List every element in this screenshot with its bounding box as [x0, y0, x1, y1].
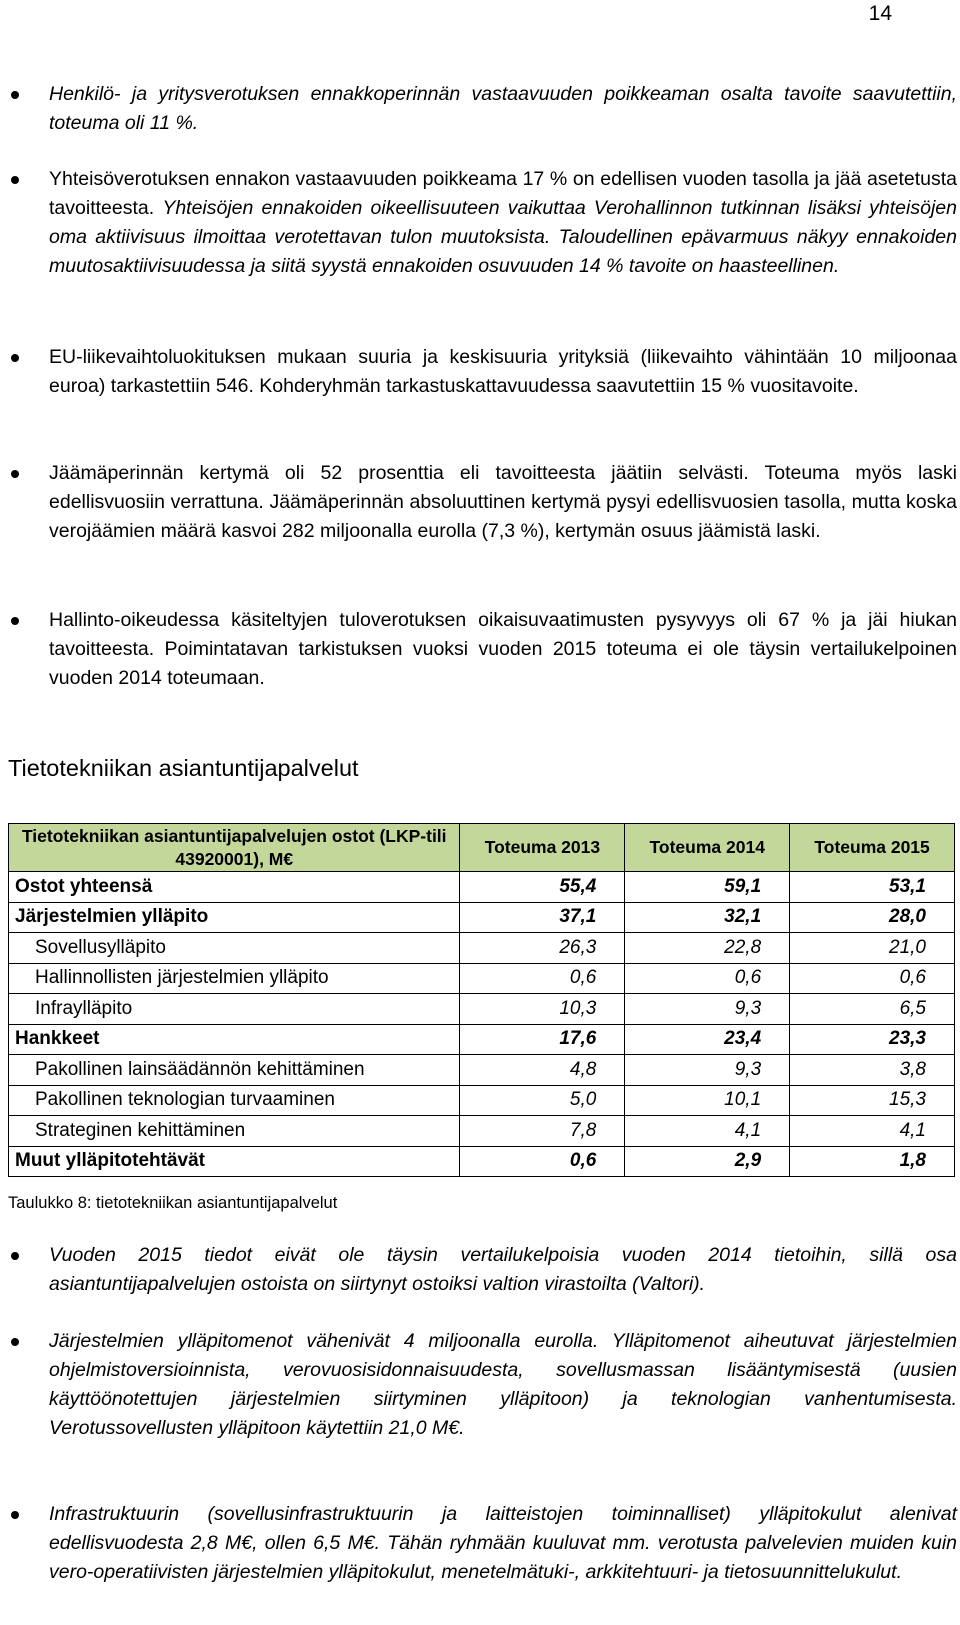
bullet-text-italic: Järjestelmien ylläpitomenot vähenivät 4 miljoonalla eurolla. Ylläpitomenot aiheutuvat järjestelmien ohjelmistoversioinnista, verovuosisidonnaisuudesta, sovellusmassan lisääntymisestä (uusien käyttöönotettujen järjestelmien siirtyminen ylläpitoon) ja teknologian vanhentumisesta. Verotussovellusten ylläpitoon käytettiin 21,0 M€.: [49, 1330, 957, 1439]
bullet-text: [49, 1500, 957, 1587]
bullet-text: [49, 165, 957, 281]
table-row: [9, 963, 955, 994]
cell-2015: 15,3: [790, 1085, 955, 1116]
bullet-icon: [11, 617, 19, 625]
cell-2015: 53,1: [790, 872, 955, 903]
bullet-icon: [11, 1252, 19, 1260]
bullet-icon: [11, 1511, 19, 1519]
cell-2013: 26,3: [460, 933, 625, 964]
cell-2015: 23,3: [790, 1024, 955, 1055]
bullet-icon: [11, 470, 19, 478]
cell-2013: 55,4: [460, 872, 625, 903]
table-row: [9, 902, 955, 933]
bullet-text-normal: Jäämäperinnän kertymä oli 52 prosenttia eli tavoitteesta jäätiin selvästi. Toteuma myös laski edellisvuosiin verrattuna. Jäämäperinnän absoluuttinen kertymä pysyi edellisvuosien tasolla, mutta koska verojäämien määrä kasvoi 282 miljoonalla eurolla (7,3 %), kertymän osuus jäämistä laski.: [49, 462, 957, 542]
table-row: [9, 994, 955, 1025]
bullet-text-normal: Yhteisöverotuksen ennakon vastaavuuden poikkeama 17 % on edellisen vuoden tasolla ja jää asetetusta tavoitteesta.: [49, 168, 957, 219]
table-caption: Taulukko 8: tietotekniikan asiantuntijapalvelut: [8, 1194, 338, 1212]
cell-2015: 0,6: [790, 963, 955, 994]
row-label: Ostot yhteensä: [9, 872, 460, 903]
row-label: Muut ylläpitotehtävät: [9, 1146, 460, 1177]
bullet-text-normal: EU-liikevaihtoluokituksen mukaan suuria ja keskisuuria yrityksiä (liikevaihto vähintään 10 miljoonaa euroa) tarkastettiin 546. Kohderyhmän tarkastuskattavuudessa saavutettiin 15 % vuositavoite.: [49, 346, 957, 397]
bullet-text-italic: Yhteisöjen ennakoiden oikeellisuuteen vaikuttaa Verohallinnon tutkinnan lisäksi yhteisöjen oma aktiivisuus ilmoittaa verotettavan tulon muutoksista. Taloudellinen epävarmuus näkyy ennakoiden muutosaktiivisuudessa ja siitä syystä ennakoiden osuvuuden 14 % tavoite on haasteellinen.: [49, 197, 957, 277]
bullet-text: [49, 80, 957, 138]
row-label: Hallinnollisten järjestelmien ylläpito: [9, 963, 460, 994]
bullet-text: [49, 1327, 957, 1443]
bullet-icon: [11, 1338, 19, 1346]
table-row: [9, 933, 955, 964]
table-row: [9, 872, 955, 903]
row-label: Pakollinen teknologian turvaaminen: [9, 1085, 460, 1116]
cell-2014: 4,1: [625, 1116, 790, 1147]
cell-2014: 0,6: [625, 963, 790, 994]
table-row: [9, 1116, 955, 1147]
cell-2013: 4,8: [460, 1055, 625, 1086]
cell-2015: 28,0: [790, 902, 955, 933]
cell-2013: 10,3: [460, 994, 625, 1025]
row-label: Infraylläpito: [9, 994, 460, 1025]
table-row: [9, 1024, 955, 1055]
header-label: Tietotekniikan asiantuntijapalvelujen ostot (LKP-tili 43920001), M€: [9, 824, 460, 872]
header-2015: Toteuma 2015: [790, 824, 955, 872]
row-label: Pakollinen lainsäädännön kehittäminen: [9, 1055, 460, 1086]
cell-2014: 9,3: [625, 994, 790, 1025]
cell-2014: 2,9: [625, 1146, 790, 1177]
bullet-text-italic: Vuoden 2015 tiedot eivät ole täysin vertailukelpoisia vuoden 2014 tietoihin, sillä osa asiantuntijapalvelujen ostoista on siirtynyt ostoiksi valtion virastoilta (Valtori).: [49, 1244, 957, 1295]
cell-2015: 6,5: [790, 994, 955, 1025]
header-2013: Toteuma 2013: [460, 824, 625, 872]
bullet-icon: [11, 91, 19, 99]
section-title: Tietotekniikan asiantuntijapalvelut: [8, 755, 359, 781]
row-label: Järjestelmien ylläpito: [9, 902, 460, 933]
cell-2014: 59,1: [625, 872, 790, 903]
cell-2013: 0,6: [460, 963, 625, 994]
bullet-text: [49, 606, 957, 693]
page-number: 14: [868, 2, 892, 25]
cell-2015: 21,0: [790, 933, 955, 964]
table-row: [9, 1055, 955, 1086]
cell-2015: 3,8: [790, 1055, 955, 1086]
bullet-text-italic: Infrastruktuurin (sovellusinfrastruktuurin ja laitteistojen toiminnalliset) ylläpitokulut alenivat edellisvuodesta 2,8 M€, ollen 6,5 M€. Tähän ryhmään kuuluvat mm. verotusta palvelevien muiden kuin vero-operatiivisten järjestelmien ylläpitokulut, menetelmätuki-, arkkitehtuuri- ja tietosuunnittelukulut.: [49, 1503, 957, 1583]
cell-2014: 32,1: [625, 902, 790, 933]
bullet-text: [49, 459, 957, 546]
bullet-text-italic: Henkilö- ja yritysverotuksen ennakkoperinnän vastaavuuden poikkeaman osalta tavoite saavutettiin, toteuma oli 11 %.: [49, 83, 957, 134]
row-label: Hankkeet: [9, 1024, 460, 1055]
header-2014: Toteuma 2014: [625, 824, 790, 872]
table-row: [9, 1146, 955, 1177]
cell-2013: 0,6: [460, 1146, 625, 1177]
cell-2013: 17,6: [460, 1024, 625, 1055]
cell-2015: 4,1: [790, 1116, 955, 1147]
cell-2015: 1,8: [790, 1146, 955, 1177]
cell-2013: 5,0: [460, 1085, 625, 1116]
bullet-text: [49, 343, 957, 401]
bullet-text: [49, 1241, 957, 1299]
cell-2014: 23,4: [625, 1024, 790, 1055]
row-label: Strateginen kehittäminen: [9, 1116, 460, 1147]
bullet-icon: [11, 176, 19, 184]
bullet-text-normal: Hallinto-oikeudessa käsiteltyjen tuloverotuksen oikaisuvaatimusten pysyvyys oli 67 % ja jäi hiukan tavoitteesta. Poimintatavan tarkistuksen vuoksi vuoden 2015 toteuma ei ole täysin vertailukelpoinen vuoden 2014 toteumaan.: [49, 609, 957, 689]
bullet-icon: [11, 354, 19, 362]
cell-2014: 9,3: [625, 1055, 790, 1086]
cell-2013: 37,1: [460, 902, 625, 933]
cell-2014: 22,8: [625, 933, 790, 964]
cell-2014: 10,1: [625, 1085, 790, 1116]
table-row: [9, 1085, 955, 1116]
row-label: Sovellusylläpito: [9, 933, 460, 964]
table-header-row: [9, 824, 955, 872]
cell-2013: 7,8: [460, 1116, 625, 1147]
budget-table: [8, 823, 955, 1177]
